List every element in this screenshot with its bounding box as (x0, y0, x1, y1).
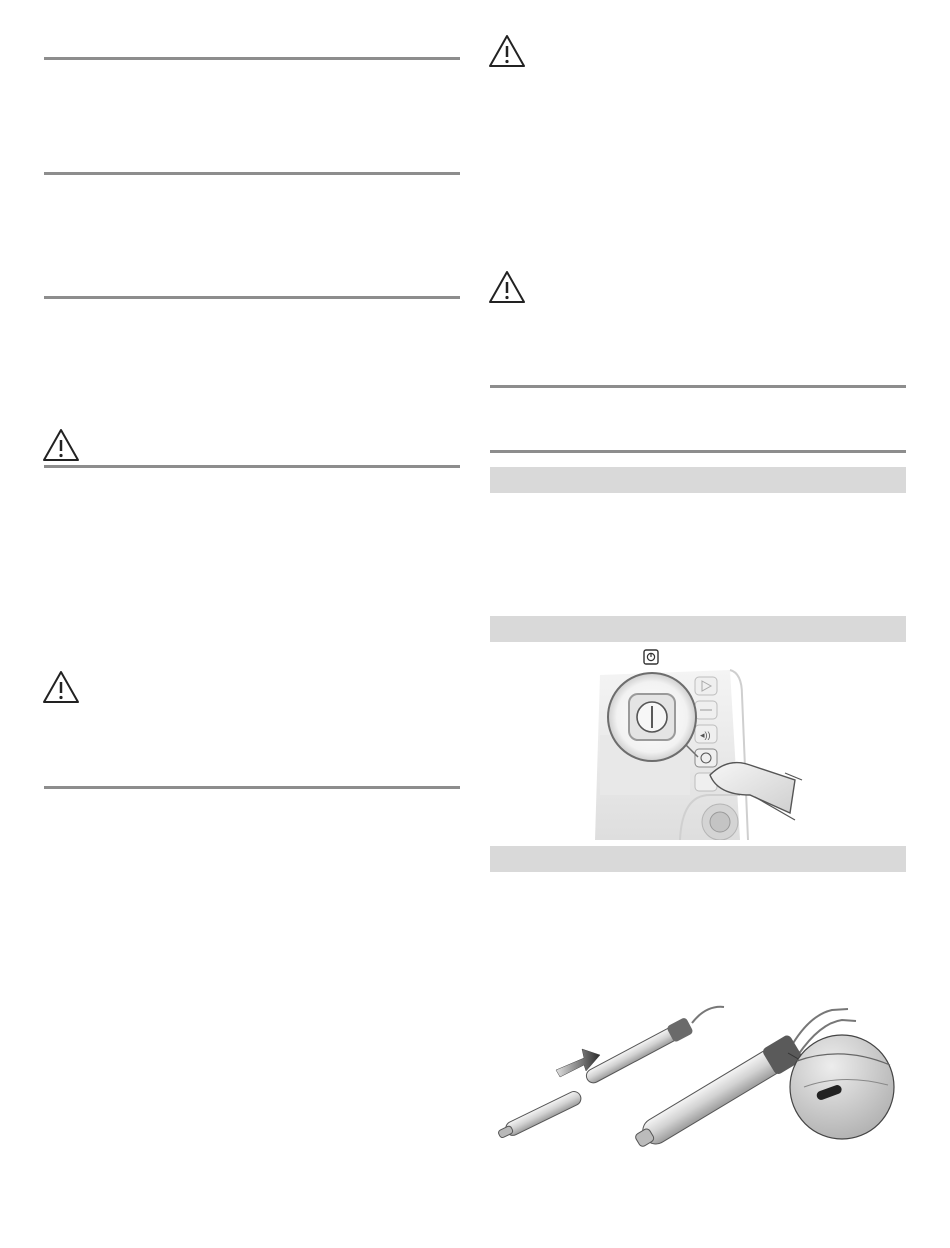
section-bar-3 (490, 846, 906, 872)
power-symbol-icon (644, 650, 658, 664)
section-bar-1 (490, 467, 906, 493)
warning-triangle-icon (488, 270, 526, 304)
section-rule-6 (490, 385, 906, 388)
section-rule-3 (44, 296, 460, 299)
warning-triangle-icon (42, 428, 80, 462)
warning-triangle-icon (488, 34, 526, 68)
section-rule-7 (490, 450, 906, 453)
power-button-figure (590, 645, 810, 840)
section-rule-5 (44, 786, 460, 789)
section-bar-2 (490, 616, 906, 642)
section-rule-4 (44, 465, 460, 468)
section-rule-1 (44, 57, 460, 60)
section-rule-2 (44, 172, 460, 175)
handpiece-insertion-figure (492, 995, 907, 1155)
warning-triangle-icon (42, 670, 80, 704)
svg-text:◂)): ◂)) (700, 730, 711, 740)
